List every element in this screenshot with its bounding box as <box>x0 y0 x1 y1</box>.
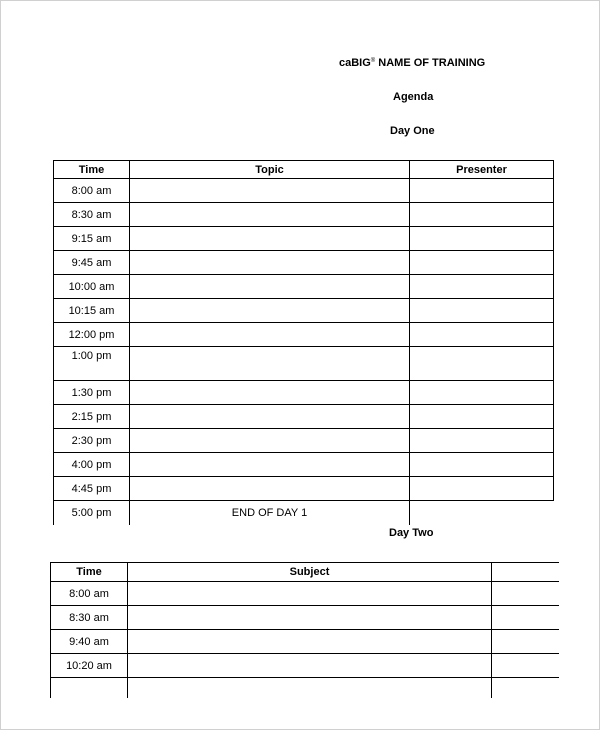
day-one-agenda-table <box>53 160 554 525</box>
presenter-column-header: Presenter <box>410 161 554 179</box>
time-cell: 8:30 am <box>54 203 130 227</box>
time-column-header: Time <box>54 161 130 179</box>
time-cell: 12:00 pm <box>54 323 130 347</box>
time-column-header: Time <box>51 563 128 582</box>
table-row <box>54 251 554 275</box>
time-cell: 2:30 pm <box>54 429 130 453</box>
topic-cell <box>130 405 410 429</box>
topic-cell <box>130 477 410 501</box>
document-title: caBIG® NAME OF TRAINING <box>339 57 486 69</box>
presenter-cell <box>410 501 554 525</box>
time-cell: 1:30 pm <box>54 381 130 405</box>
presenter-cell <box>492 582 559 606</box>
table-row <box>54 203 554 227</box>
topic-cell <box>130 429 410 453</box>
presenter-cell <box>410 381 554 405</box>
table-row <box>51 654 559 678</box>
time-cell: 4:45 pm <box>54 477 130 501</box>
presenter-cell <box>492 654 559 678</box>
topic-cell <box>130 381 410 405</box>
presenter-cell <box>410 251 554 275</box>
table-row <box>51 630 559 654</box>
time-cell: 5:00 pm <box>54 501 130 525</box>
presenter-cell <box>410 405 554 429</box>
table-row <box>54 323 554 347</box>
day-one-heading: Day One <box>390 125 435 137</box>
table-row <box>54 453 554 477</box>
presenter-cell <box>492 630 559 654</box>
table-row <box>54 381 554 405</box>
topic-cell: END OF DAY 1 <box>130 501 410 525</box>
presenter-cell <box>410 203 554 227</box>
time-cell: 10:00 am <box>54 275 130 299</box>
topic-cell <box>130 275 410 299</box>
topic-cell <box>130 323 410 347</box>
table-row <box>51 678 559 698</box>
time-cell: 9:45 am <box>54 251 130 275</box>
table-row <box>51 582 559 606</box>
time-cell: 9:15 am <box>54 227 130 251</box>
document-subtitle: Agenda <box>393 91 434 103</box>
presenter-cell <box>492 606 559 630</box>
presenter-cell <box>410 347 554 381</box>
presenter-cell <box>492 678 559 698</box>
topic-cell <box>130 227 410 251</box>
topic-column-header: Topic <box>130 161 410 179</box>
subject-column-header: Subject <box>128 563 492 582</box>
table-row <box>54 477 554 501</box>
time-cell: 10:15 am <box>54 299 130 323</box>
presenter-cell <box>410 227 554 251</box>
table-row <box>54 227 554 251</box>
presenter-cell <box>410 453 554 477</box>
presenter-cell <box>410 323 554 347</box>
topic-cell <box>130 203 410 227</box>
table-row <box>54 347 554 381</box>
time-cell: 9:40 am <box>51 630 128 654</box>
presenter-cell <box>410 477 554 501</box>
subject-cell <box>128 606 492 630</box>
presenter-cell <box>410 275 554 299</box>
table-header-row <box>51 563 559 582</box>
table-row <box>51 606 559 630</box>
table-row <box>54 275 554 299</box>
day-two-heading: Day Two <box>389 527 434 539</box>
subject-cell <box>128 582 492 606</box>
table-row <box>54 429 554 453</box>
topic-cell <box>130 179 410 203</box>
subject-cell <box>128 630 492 654</box>
time-cell: 10:20 am <box>51 654 128 678</box>
topic-cell <box>130 453 410 477</box>
table-row <box>54 299 554 323</box>
table-row <box>54 179 554 203</box>
time-cell: 8:00 am <box>54 179 130 203</box>
table-header-row <box>54 161 554 179</box>
topic-cell <box>130 299 410 323</box>
time-cell <box>51 678 128 698</box>
presenter-cell <box>410 179 554 203</box>
table-row <box>54 501 554 525</box>
presenter-cell <box>410 429 554 453</box>
presenter-cell <box>410 299 554 323</box>
time-cell: 8:00 am <box>51 582 128 606</box>
table-row <box>54 405 554 429</box>
subject-cell <box>128 654 492 678</box>
presenter-column-header <box>492 563 559 582</box>
time-cell: 4:00 pm <box>54 453 130 477</box>
day-two-agenda-table <box>50 562 559 698</box>
time-cell: 2:15 pm <box>54 405 130 429</box>
subject-cell <box>128 678 492 698</box>
topic-cell <box>130 347 410 381</box>
time-cell: 1:00 pm <box>54 347 130 381</box>
title-block <box>0 0 600 150</box>
time-cell: 8:30 am <box>51 606 128 630</box>
topic-cell <box>130 251 410 275</box>
